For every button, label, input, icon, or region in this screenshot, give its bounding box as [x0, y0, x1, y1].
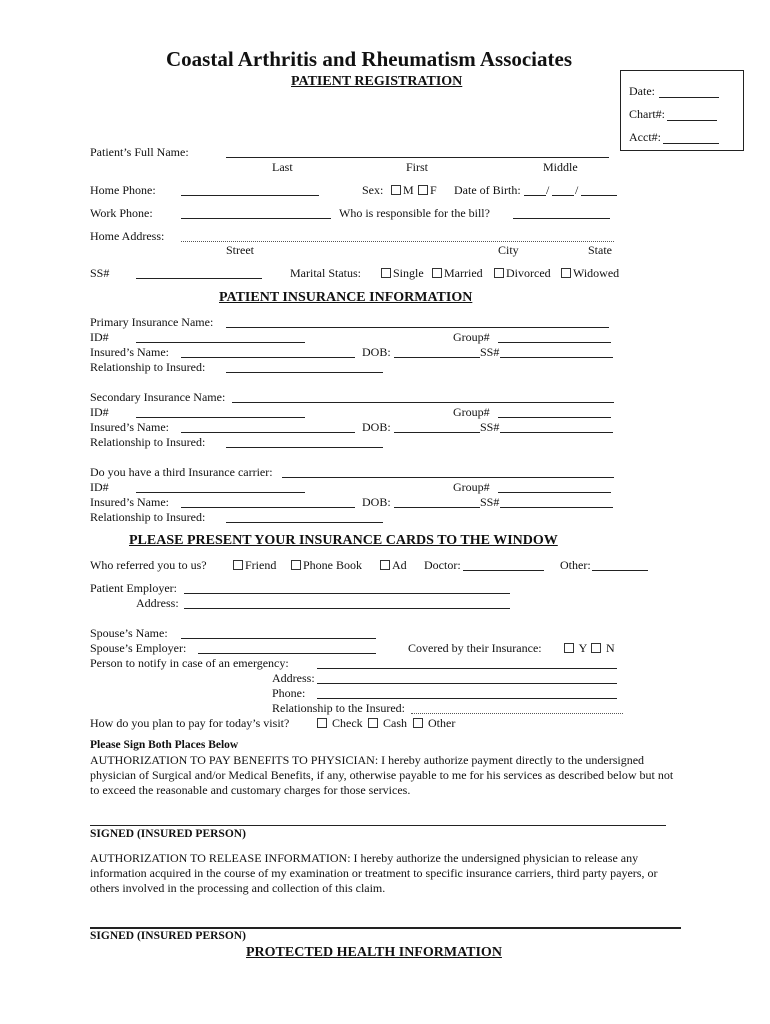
benefits-authorization-text: AUTHORIZATION TO PAY BENEFITS TO PHYSICIAN: I hereby authorize payment directly to the undersigned physician of Surgical and/or Medical Benefits, if any, otherwise payable to me for his services as described below but not to exceed the reasonable and customary charges for those services.	[90, 753, 674, 797]
secondary-relationship-label: Relationship to Insured:	[90, 435, 206, 449]
insurance-heading: PATIENT INSURANCE INFORMATION	[219, 290, 473, 305]
third-insured-field[interactable]	[181, 507, 355, 508]
checkbox-icon	[564, 643, 574, 653]
marital-single-option[interactable]: Single	[381, 266, 424, 281]
third-relationship-field[interactable]	[226, 522, 383, 523]
referral-other-field[interactable]	[592, 570, 648, 571]
secondary-insured-field[interactable]	[181, 432, 355, 433]
phi-heading: PROTECTED HEALTH INFORMATION	[246, 945, 502, 960]
secondary-insurance-field[interactable]	[232, 402, 614, 403]
practice-title: Coastal Arthritis and Rheumatism Associates	[166, 47, 573, 71]
checkbox-icon	[418, 185, 428, 195]
third-id-label: ID#	[90, 480, 109, 494]
checkbox-icon	[432, 268, 442, 278]
home-phone-field[interactable]	[181, 195, 319, 196]
secondary-ss-field[interactable]	[500, 432, 613, 433]
referred-label: Who referred you to us?	[90, 558, 207, 572]
third-ss-label: SS#	[480, 495, 500, 509]
primary-dob-field[interactable]	[394, 357, 480, 358]
spouse-name-field[interactable]	[181, 638, 376, 639]
secondary-dob-label: DOB:	[362, 420, 391, 434]
payment-label: How do you plan to pay for today’s visit?	[90, 716, 290, 730]
dob-month-field[interactable]	[524, 195, 546, 196]
ss-field[interactable]	[136, 278, 262, 279]
dob-label: Date of Birth:	[454, 183, 521, 197]
work-phone-label: Work Phone:	[90, 206, 153, 220]
employer-address-field[interactable]	[184, 608, 510, 609]
emergency-relationship-field[interactable]	[411, 713, 623, 714]
home-address-field[interactable]	[181, 241, 614, 242]
third-group-label: Group#	[453, 480, 490, 494]
secondary-ss-label: SS#	[480, 420, 500, 434]
sign-both-note: Please Sign Both Places Below	[90, 739, 239, 751]
referral-phonebook-option[interactable]: Phone Book	[291, 558, 362, 573]
checkbox-icon	[381, 268, 391, 278]
third-dob-label: DOB:	[362, 495, 391, 509]
name-first-caption: First	[406, 160, 429, 174]
secondary-dob-field[interactable]	[394, 432, 480, 433]
third-ss-field[interactable]	[500, 507, 613, 508]
third-id-field[interactable]	[136, 492, 305, 493]
third-group-field[interactable]	[498, 492, 611, 493]
primary-id-field[interactable]	[136, 342, 305, 343]
work-phone-field[interactable]	[181, 218, 331, 219]
primary-dob-label: DOB:	[362, 345, 391, 359]
responsible-field[interactable]	[513, 218, 610, 219]
addr-state-caption: State	[588, 243, 612, 257]
spouse-name-label: Spouse’s Name:	[90, 626, 168, 640]
referral-doctor-label: Doctor:	[424, 558, 461, 572]
checkbox-icon	[317, 718, 327, 728]
form-subtitle: PATIENT REGISTRATION	[291, 74, 463, 89]
name-middle-caption: Middle	[543, 160, 578, 174]
sex-f-option[interactable]: F	[418, 183, 437, 198]
third-insurance-label: Do you have a third Insurance carrier:	[90, 465, 273, 479]
checkbox-icon	[391, 185, 401, 195]
dob-separator: /	[546, 183, 550, 197]
office-use-box	[620, 70, 744, 151]
acct-label: Acct#:	[629, 130, 661, 144]
present-cards-heading: PLEASE PRESENT YOUR INSURANCE CARDS TO THE WINDOW	[129, 533, 558, 548]
date-field[interactable]	[659, 97, 719, 98]
pay-other-option[interactable]: Other	[413, 716, 455, 731]
dob-day-field[interactable]	[552, 195, 574, 196]
sex-m-option[interactable]: M	[391, 183, 414, 198]
signature-line-1[interactable]	[90, 825, 666, 826]
employer-field[interactable]	[184, 593, 510, 594]
signed-label-2: SIGNED (INSURED PERSON)	[90, 930, 246, 942]
referral-other-label: Other:	[560, 558, 591, 572]
primary-insurance-label: Primary Insurance Name:	[90, 315, 214, 329]
secondary-group-label: Group#	[453, 405, 490, 419]
referral-doctor-field[interactable]	[463, 570, 544, 571]
third-insured-label: Insured’s Name:	[90, 495, 169, 509]
covered-yes-option[interactable]: Y	[564, 641, 587, 656]
marital-widowed-option[interactable]: Widowed	[561, 266, 619, 281]
home-phone-label: Home Phone:	[90, 183, 156, 197]
sex-label: Sex:	[362, 183, 384, 197]
emergency-name-field[interactable]	[317, 668, 617, 669]
primary-relationship-field[interactable]	[226, 372, 383, 373]
checkbox-icon	[380, 560, 390, 570]
secondary-group-field[interactable]	[498, 417, 611, 418]
primary-relationship-label: Relationship to Insured:	[90, 360, 206, 374]
checkbox-icon	[413, 718, 423, 728]
marital-divorced-option[interactable]: Divorced	[494, 266, 551, 281]
primary-ss-field[interactable]	[500, 357, 613, 358]
emergency-address-field[interactable]	[317, 683, 617, 684]
date-label: Date:	[629, 84, 655, 98]
emergency-relationship-label: Relationship to the Insured:	[272, 701, 405, 715]
signature-line-2[interactable]	[90, 927, 681, 929]
addr-city-caption: City	[498, 243, 519, 257]
ss-label: SS#	[90, 266, 110, 280]
emergency-label: Person to notify in case of an emergency:	[90, 656, 289, 670]
responsible-label: Who is responsible for the bill?	[339, 206, 490, 220]
secondary-id-field[interactable]	[136, 417, 305, 418]
acct-field[interactable]	[663, 143, 719, 144]
secondary-id-label: ID#	[90, 405, 109, 419]
pay-check-option[interactable]: Check	[317, 716, 363, 731]
checkbox-icon	[494, 268, 504, 278]
secondary-insurance-label: Secondary Insurance Name:	[90, 390, 226, 404]
emergency-address-label: Address:	[272, 671, 315, 685]
dob-year-field[interactable]	[581, 195, 617, 196]
checkbox-icon	[561, 268, 571, 278]
third-relationship-label: Relationship to Insured:	[90, 510, 206, 524]
pay-cash-option[interactable]: Cash	[368, 716, 407, 731]
employer-label: Patient Employer:	[90, 581, 177, 595]
primary-ss-label: SS#	[480, 345, 500, 359]
primary-insured-field[interactable]	[181, 357, 355, 358]
checkbox-icon	[233, 560, 243, 570]
spouse-employer-field[interactable]	[198, 653, 376, 654]
release-authorization-text: AUTHORIZATION TO RELEASE INFORMATION: I hereby authorize the undersigned physician to release any information acquired in the course of my examination or treatment to specific insurance carriers, third party payers, or others involved in the processing and collection of this claim.	[90, 851, 658, 895]
checkbox-icon	[591, 643, 601, 653]
primary-group-field[interactable]	[498, 342, 611, 343]
secondary-insured-label: Insured’s Name:	[90, 420, 169, 434]
chart-field[interactable]	[667, 120, 717, 121]
full-name-label: Patient’s Full Name:	[90, 145, 189, 159]
dob-separator: /	[575, 183, 579, 197]
spouse-employer-label: Spouse’s Employer:	[90, 641, 187, 655]
emergency-phone-field[interactable]	[317, 698, 617, 699]
signed-label-1: SIGNED (INSURED PERSON)	[90, 828, 246, 840]
third-dob-field[interactable]	[394, 507, 480, 508]
chart-label: Chart#:	[629, 107, 665, 121]
covered-no-option[interactable]: N	[591, 641, 615, 656]
primary-insurance-field[interactable]	[226, 327, 609, 328]
marital-label: Marital Status:	[290, 266, 361, 280]
marital-married-option[interactable]: Married	[432, 266, 483, 281]
home-address-label: Home Address:	[90, 229, 165, 243]
name-last-caption: Last	[272, 160, 293, 174]
checkbox-icon	[368, 718, 378, 728]
primary-insured-label: Insured’s Name:	[90, 345, 169, 359]
full-name-field[interactable]	[226, 157, 609, 158]
referral-ad-option[interactable]: Ad	[380, 558, 407, 573]
third-insurance-field[interactable]	[282, 477, 614, 478]
secondary-relationship-field[interactable]	[226, 447, 383, 448]
primary-group-label: Group#	[453, 330, 490, 344]
referral-friend-option[interactable]: Friend	[233, 558, 276, 573]
primary-id-label: ID#	[90, 330, 109, 344]
checkbox-icon	[291, 560, 301, 570]
covered-label: Covered by their Insurance:	[408, 641, 542, 655]
employer-address-label: Address:	[136, 596, 179, 610]
addr-street-caption: Street	[226, 243, 254, 257]
emergency-phone-label: Phone:	[272, 686, 306, 700]
